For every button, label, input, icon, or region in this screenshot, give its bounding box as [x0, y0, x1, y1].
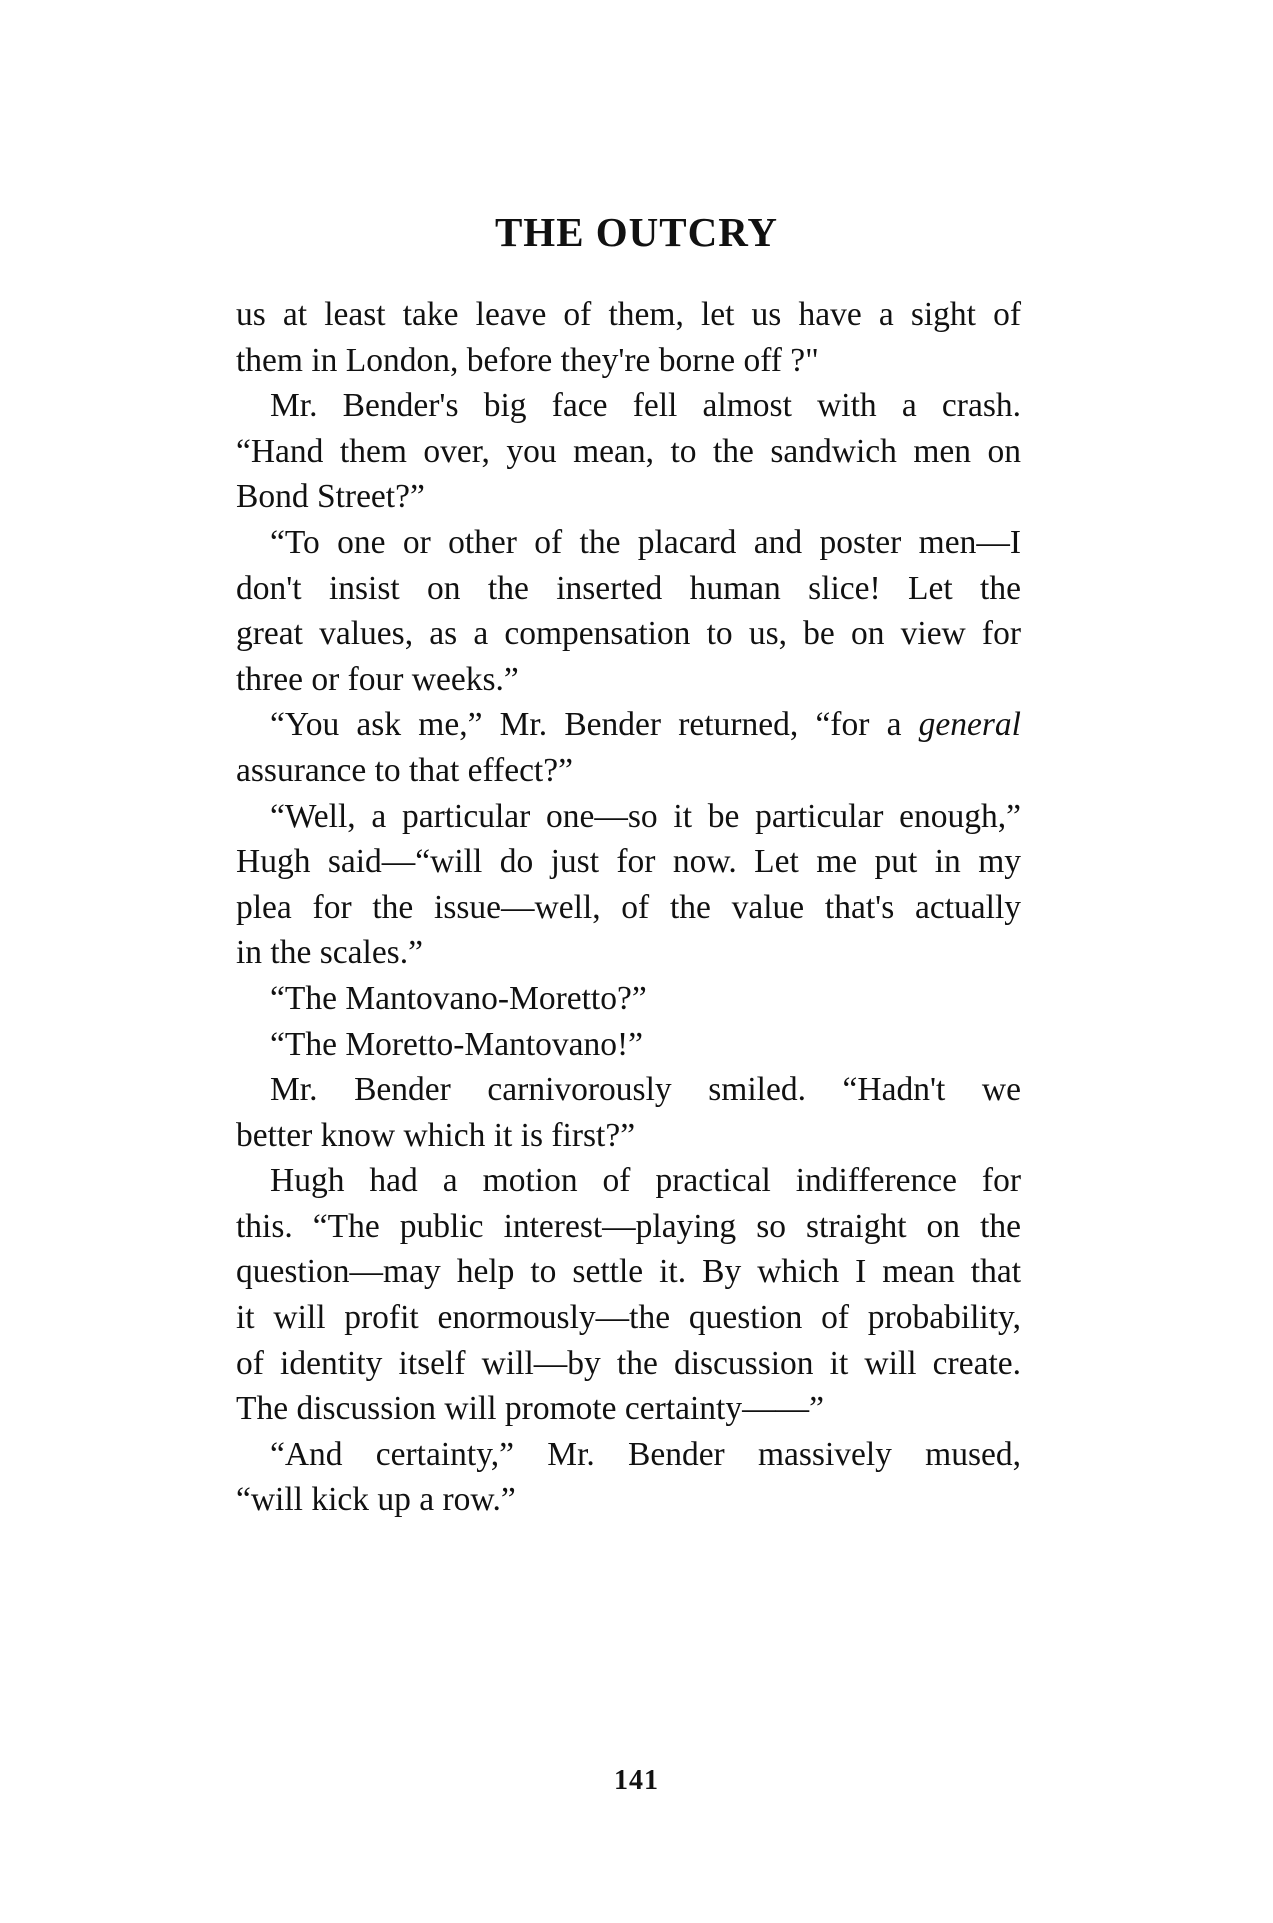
text-line — [236, 520, 1021, 566]
text-line — [236, 338, 1021, 384]
text-line-content: The discussion will promote certainty——” — [236, 1390, 824, 1428]
text-line-content: of identity itself will—by the discussion it will create. — [236, 1344, 1021, 1382]
text-line-content: plea for the issue—well, of the value that's actually — [236, 888, 1021, 926]
running-head: THE OUTCRY — [494, 209, 779, 255]
text-line — [236, 839, 1021, 885]
text-line-content: “Well, a particular one—so it be particular enough,” — [270, 797, 1021, 835]
text-line — [236, 611, 1021, 657]
text-line — [236, 657, 1021, 703]
text-line-content: this. “The public interest—playing so straight on the — [236, 1207, 1021, 1245]
text-line — [236, 1341, 1021, 1387]
text-line-content: “And certainty,” Mr. Bender massively mused, — [270, 1435, 1021, 1473]
text-line-content: in the scales.” — [236, 934, 423, 972]
text-line — [236, 429, 1021, 475]
text-line-content: them in London, before they're borne off ?" — [236, 341, 819, 379]
page-number: 141 — [614, 1765, 659, 1796]
text-line-content: great values, as a compensation to us, be on view for — [236, 615, 1021, 653]
text-line — [236, 292, 1021, 338]
text-line — [236, 474, 1021, 520]
text-line-content: Hugh said—“will do just for now. Let me put in my — [236, 843, 1021, 881]
text-line-content: Bond Street?” — [236, 478, 425, 516]
text-line — [236, 702, 1021, 748]
text-line-content: don't insist on the inserted human slice! Let the — [236, 569, 1021, 607]
text-line-content: three or four weeks.” — [236, 660, 519, 698]
text-line — [236, 1386, 1021, 1432]
text-line-content: it will profit enormously—the question of probability, — [236, 1299, 1021, 1337]
text-line-content: “will kick up a row.” — [236, 1481, 516, 1519]
text-line — [236, 1067, 1021, 1113]
text-line — [236, 1249, 1021, 1295]
body-text — [236, 292, 1021, 1523]
text-line — [236, 1158, 1021, 1204]
text-line — [236, 930, 1021, 976]
text-line-content: us at least take leave of them, let us have a sight of — [236, 296, 1021, 333]
text-line — [236, 1295, 1021, 1341]
text-line-content: question—may help to settle it. By which I mean that — [236, 1253, 1021, 1291]
text-line — [236, 748, 1021, 794]
text-line — [236, 1113, 1021, 1159]
text-line-content: “To one or other of the placard and poster men—I — [270, 523, 1021, 561]
text-line — [236, 1022, 1021, 1068]
text-line-content: “You ask me,” Mr. Bender returned, “for a — [270, 706, 919, 744]
text-line — [236, 976, 1021, 1022]
text-line — [236, 1204, 1021, 1250]
text-line-content: Hugh had a motion of practical indifference for — [270, 1162, 1021, 1200]
text-line — [236, 885, 1021, 931]
text-line-content: “The Mantovano-Moretto?” — [270, 979, 647, 1017]
text-line-content: Mr. Bender's big face fell almost with a crash. — [270, 387, 1021, 425]
text-line — [236, 1477, 1021, 1523]
italic-word: general — [918, 706, 1021, 744]
text-line-content: assurance to that effect?” — [236, 751, 573, 789]
text-line — [236, 383, 1021, 429]
text-line — [236, 1432, 1021, 1478]
text-line — [236, 566, 1021, 612]
text-line-content: “Hand them over, you mean, to the sandwich men on — [236, 432, 1021, 470]
text-line-content: “The Moretto-Mantovano!” — [270, 1025, 644, 1063]
text-line — [236, 794, 1021, 840]
text-line-content: better know which it is first?” — [236, 1116, 636, 1154]
text-line-content: Mr. Bender carnivorously smiled. “Hadn't we — [270, 1071, 1021, 1109]
